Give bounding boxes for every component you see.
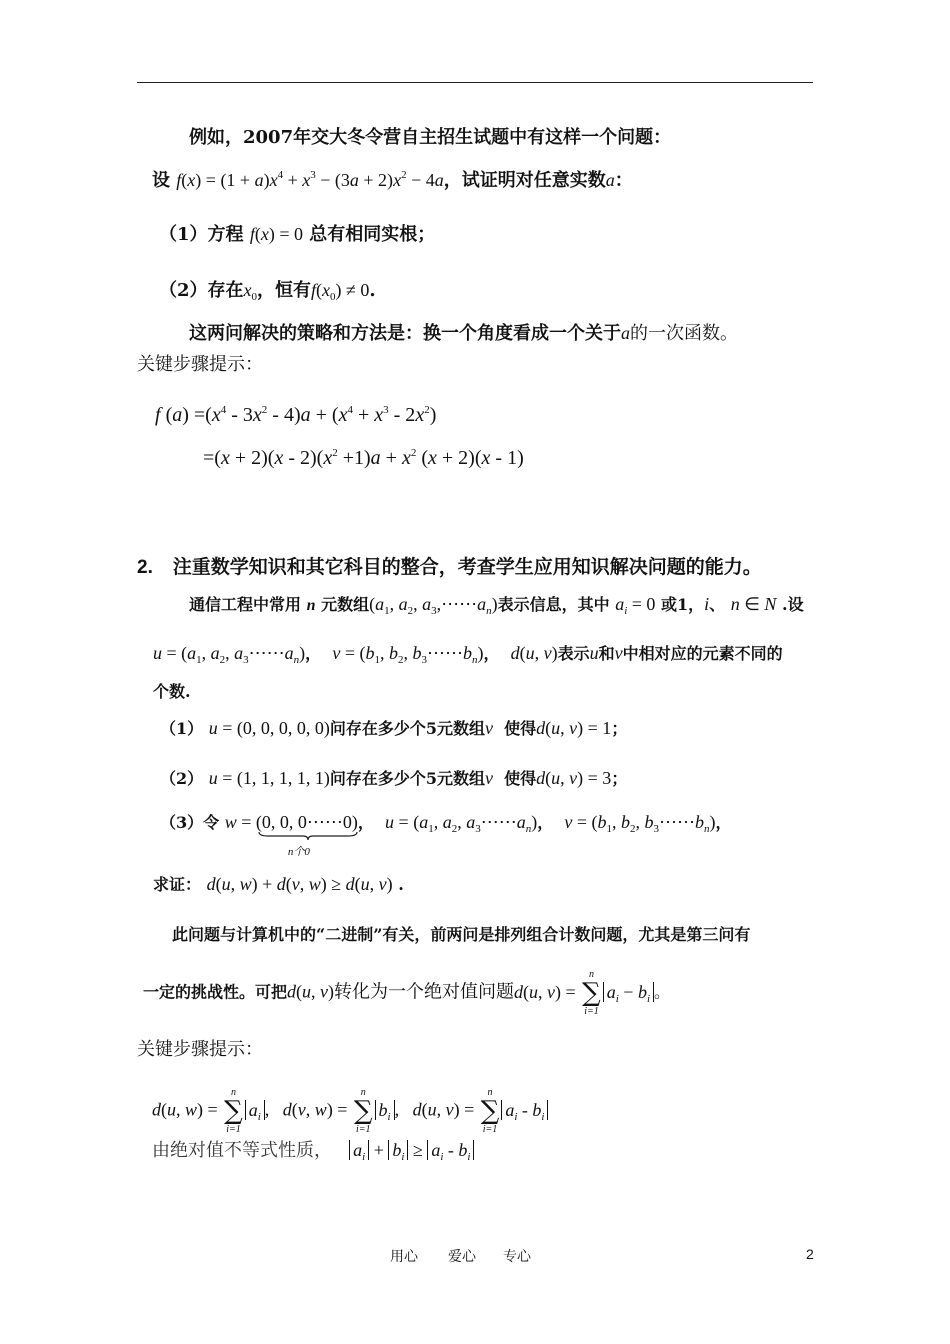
formula: u = (1, 1, 1, 1, 1) — [208, 768, 330, 788]
footer-word-1: 用心 — [390, 1249, 418, 1265]
formula-fa-line2: $=(x + 2)(x - 2)(x^2 +1)a + x^2$ (x + 2)(x - 1) — [203, 447, 524, 469]
text: ， — [305, 644, 322, 663]
header-rule — [137, 82, 813, 83]
formula-v: $v = (b_1$, $b_2$, $b_3\cdots\cdots b_n$) — [564, 812, 716, 835]
text: 和 — [598, 644, 615, 663]
text: 关键步骤提示： — [137, 1039, 263, 1060]
formula: f(x) = 0 — [249, 224, 303, 244]
hint-label — [137, 353, 263, 377]
text: （1） — [160, 719, 204, 738]
formula-v: $v = (b_1$, $b_2$, $b_3\cdots\cdots b_n$) — [332, 643, 484, 666]
formula-abs-inequality: $a_i + b_i \ge a_i - b_i$ — [349, 1140, 474, 1160]
text: ， — [357, 813, 374, 832]
text: 。 — [654, 982, 671, 1002]
section-2-heading — [137, 555, 762, 580]
section-title: 注重数学知识和其它科目的整合，考查学生应用知识解决问题的能力。 — [172, 556, 762, 578]
var-v: v — [485, 718, 493, 738]
formula-fx: $f(x) = (1 + a)x^4 + x^3 - (3a + 2)x^2 - 4a$ — [176, 169, 444, 190]
var-a: a — [605, 170, 615, 190]
text: 使得 — [504, 769, 537, 788]
underbrace-icon — [258, 832, 358, 840]
text: 转化为一个绝对值问题 — [334, 981, 515, 1003]
formula: d(u, v) — [287, 981, 335, 1002]
formula-u: $u = (a_1$, $a_2$, $a_3\cdots\cdots a_n$) — [153, 643, 306, 666]
strategy-line — [189, 321, 738, 346]
text: 问存在多少个5元数组 — [329, 769, 485, 788]
intro-text: 例如，2007年交大冬令营自主招生试题中有这样一个问题： — [189, 127, 672, 148]
subquestion-1 — [160, 716, 627, 741]
text: ； — [611, 719, 628, 738]
brace-label: n个0 — [287, 846, 310, 858]
text: ， — [715, 813, 732, 832]
text: 、 — [709, 595, 726, 614]
subquestion-3 — [160, 810, 732, 858]
text: 通信工程中常用 — [189, 595, 302, 614]
text: ； — [611, 769, 628, 788]
formula: d(u, v) = 1 — [536, 718, 612, 738]
text: 表示 — [557, 644, 590, 663]
footer-word-3: 专心 — [503, 1249, 531, 1265]
text: 表示信息，其中 — [497, 595, 610, 614]
question-1 — [159, 222, 435, 247]
brace-group: (0, 0, 0⋯⋯0) n个0 — [256, 810, 358, 834]
text: 设 — [152, 170, 170, 191]
text: . — [369, 280, 376, 301]
formula: $a_i = 0$ — [615, 594, 656, 617]
text: 此问题与计算机中的“二进制”有关，前两问是排列组合计数问题，尤其是第三问有 — [172, 925, 751, 944]
problem-def-end — [153, 680, 191, 704]
text: 这两问解决的策略和方法是：换一个角度看成一个关于 — [189, 323, 621, 344]
formula: ($a_1$, $a_2$, $a_3,\cdots\cdots a_n$) — [369, 594, 498, 617]
formula-fa-line1: f $(a) =(x^4 - 3x^2 - 4)a + (x^4 + x^3 - 2x^2)$ — [155, 404, 437, 426]
text: （3）令 — [160, 813, 220, 832]
formula: $f(x_0) \ne 0$ — [311, 280, 370, 303]
function-definition — [152, 168, 633, 193]
var-u: u — [589, 643, 599, 663]
section-number: 2. — [137, 557, 153, 578]
formula-u: $u = (a_1$, $a_2$, $a_3\cdots\cdots a_n$) — [385, 812, 538, 835]
var-a: a — [621, 323, 630, 343]
text: ， — [483, 644, 500, 663]
question-2 — [159, 278, 376, 303]
remark-line1 — [172, 923, 750, 947]
text: ， — [537, 813, 554, 832]
text: 一定的挑战性。可把 — [143, 982, 288, 1002]
var-n: n — [306, 597, 316, 614]
text: ： — [614, 170, 633, 191]
text: 元数组 — [321, 595, 370, 614]
var-i: i — [704, 594, 710, 614]
footer-word-2: 爱心 — [448, 1249, 476, 1265]
text: 或1， — [660, 595, 705, 614]
formula: $x_0$ — [243, 280, 258, 303]
hint-label-2 — [137, 1038, 263, 1062]
text: 使得 — [504, 719, 537, 738]
page-number: 2 — [806, 1246, 814, 1262]
proof-statement — [153, 872, 404, 897]
text: （1）方程 — [159, 224, 244, 245]
inequality-line — [152, 1138, 474, 1163]
formula: d(u, v) = 3 — [536, 768, 612, 788]
subquestion-2 — [160, 766, 627, 791]
formula: d(u, w) + d(v, w) ≥ d(u, v) — [206, 874, 393, 894]
text: . — [398, 875, 404, 894]
text: ，恒有 — [257, 280, 312, 301]
text: 由绝对值不等式性质， — [152, 1140, 332, 1161]
text: （2）存在 — [159, 280, 244, 301]
text: ，试证明对任意实数 — [443, 170, 606, 191]
remark-line2 — [143, 970, 670, 1017]
intro-line — [189, 126, 671, 150]
formula: n ∈ N — [730, 594, 777, 614]
var-v: v — [485, 768, 493, 788]
text: （2） — [160, 769, 204, 788]
text: 个数. — [153, 682, 191, 701]
text: 总有相同实根； — [309, 224, 436, 245]
formula-w: w = (0, 0, 0⋯⋯0) n个0 — [225, 812, 358, 832]
formula-d: d(u, v) — [510, 643, 558, 663]
text: 求证： — [153, 875, 202, 894]
text: 中相对应的元素不同的 — [622, 644, 783, 663]
formula-sum: d(u, v) = n ∑ i=1 $a_i - b_i$ — [514, 982, 654, 1002]
text: 关键步骤提示： — [137, 354, 263, 375]
problem-intro — [189, 592, 804, 618]
problem-def — [153, 641, 783, 666]
var-v: v — [614, 643, 623, 663]
text: 的一次函数。 — [630, 323, 738, 344]
text: 问存在多少个5元数组 — [329, 719, 485, 738]
text: .设 — [782, 595, 804, 614]
hint-formulas: d(u, w) = n ∑ i=1 $a_i$ , d(v, w) = n ∑ i=1 $b_i$ , d(u, v) = n ∑ i=1 $a_i - b_i$ — [152, 1088, 548, 1135]
formula: u = (0, 0, 0, 0, 0) — [208, 718, 330, 738]
